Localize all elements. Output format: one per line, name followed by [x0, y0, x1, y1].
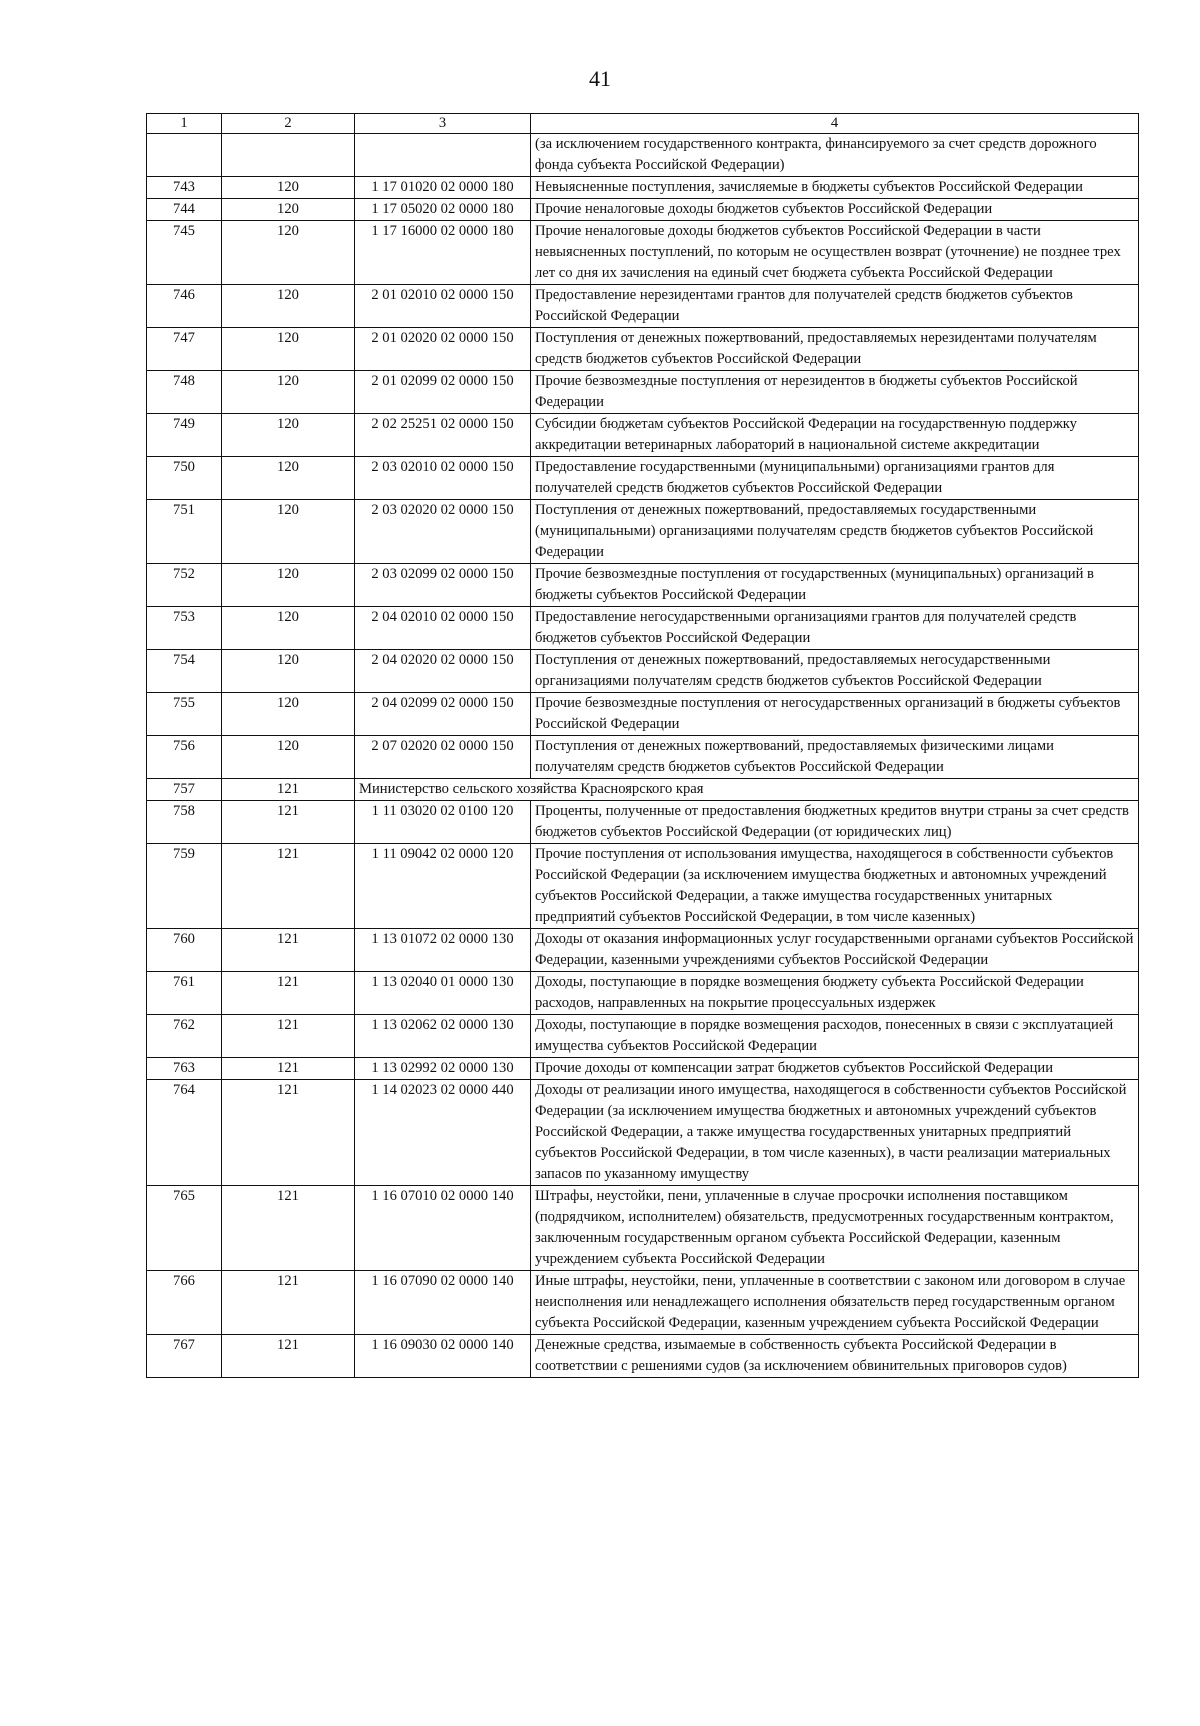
table-row	[147, 328, 1139, 371]
budget-code-cell: 1 16 07090 02 0000 140	[355, 1271, 531, 1335]
budget-code-cell: 2 01 02020 02 0000 150	[355, 328, 531, 371]
admin-code-cell: 121	[222, 801, 355, 844]
admin-code-cell: 120	[222, 564, 355, 607]
budget-code-cell: 1 17 16000 02 0000 180	[355, 221, 531, 285]
table-row	[147, 1058, 1139, 1080]
description-cell: Поступления от денежных пожертвований, предоставляемых негосударственными организациями получателям средств бюджетов субъектов Российской Федерации	[531, 650, 1139, 693]
budget-code-cell: 1 11 03020 02 0100 120	[355, 801, 531, 844]
table-row	[147, 457, 1139, 500]
description-cell: Предоставление негосударственными организациями грантов для получателей средств бюджетов субъектов Российской Федерации	[531, 607, 1139, 650]
budget-code-cell: 2 01 02010 02 0000 150	[355, 285, 531, 328]
description-cell: Предоставление государственными (муниципальными) организациями грантов для получателей средств бюджетов субъектов Российской Федерации	[531, 457, 1139, 500]
budget-code-cell: 2 07 02020 02 0000 150	[355, 736, 531, 779]
table-row	[147, 736, 1139, 779]
row-number-cell: 747	[147, 328, 222, 371]
description-cell: Проценты, полученные от предоставления бюджетных кредитов внутри страны за счет средств бюджетов субъектов Российской Федерации (от юридических лиц)	[531, 801, 1139, 844]
budget-code-cell: 1 11 09042 02 0000 120	[355, 844, 531, 929]
budget-code-cell: 1 13 02040 01 0000 130	[355, 972, 531, 1015]
budget-code-cell: 2 02 25251 02 0000 150	[355, 414, 531, 457]
admin-code-cell: 120	[222, 221, 355, 285]
table-row	[147, 199, 1139, 221]
admin-code-cell: 120	[222, 736, 355, 779]
budget-code-cell: 2 01 02099 02 0000 150	[355, 371, 531, 414]
admin-code-cell: 120	[222, 199, 355, 221]
table-row	[147, 650, 1139, 693]
row-number-cell: 751	[147, 500, 222, 564]
row-number-cell	[147, 134, 222, 177]
table-row	[147, 801, 1139, 844]
budget-code-cell: 1 16 09030 02 0000 140	[355, 1335, 531, 1378]
row-number-cell: 756	[147, 736, 222, 779]
admin-code-cell: 121	[222, 779, 355, 801]
description-cell: Прочие безвозмездные поступления от негосударственных организаций в бюджеты субъектов Российской Федерации	[531, 693, 1139, 736]
table-row	[147, 177, 1139, 199]
table-row	[147, 779, 1139, 801]
row-number-cell: 766	[147, 1271, 222, 1335]
description-cell: Прочие поступления от использования имущества, находящегося в собственности субъектов Российской Федерации (за исключением имущества бюджетных и автономных учреждений субъектов Российской Федерации, а также имущества государственных унитарных предприятий субъектов Российской Федерации, в том числе казенных)	[531, 844, 1139, 929]
admin-code-cell: 120	[222, 328, 355, 371]
row-number-cell: 748	[147, 371, 222, 414]
description-cell: Невыясненные поступления, зачисляемые в бюджеты субъектов Российской Федерации	[531, 177, 1139, 199]
description-cell: Поступления от денежных пожертвований, предоставляемых физическими лицами получателям средств бюджетов субъектов Российской Федерации	[531, 736, 1139, 779]
description-cell: Штрафы, неустойки, пени, уплаченные в случае просрочки исполнения поставщиком (подрядчиком, исполнителем) обязательств, предусмотренных государственным контрактом, заключенным государственным органом субъекта Российской Федерации, казенным учреждением субъекта Российской Федерации	[531, 1186, 1139, 1271]
table-row	[147, 929, 1139, 972]
table-row	[147, 414, 1139, 457]
header-col-1: 1	[147, 114, 222, 134]
description-cell: Доходы, поступающие в порядке возмещения бюджету субъекта Российской Федерации расходов, направленных на покрытие процессуальных издержек	[531, 972, 1139, 1015]
row-number-cell: 758	[147, 801, 222, 844]
budget-code-cell: 2 04 02010 02 0000 150	[355, 607, 531, 650]
table-row	[147, 371, 1139, 414]
header-col-3: 3	[355, 114, 531, 134]
admin-code-cell: 120	[222, 607, 355, 650]
budget-code-cell: 1 13 02062 02 0000 130	[355, 1015, 531, 1058]
admin-code-cell: 121	[222, 972, 355, 1015]
admin-code-cell: 121	[222, 929, 355, 972]
description-cell: Иные штрафы, неустойки, пени, уплаченные в соответствии с законом или договором в случае неисполнения или ненадлежащего исполнения обязательств перед государственным органом субъекта Российской Федерации, казенным учреждением субъекта Российской Федерации	[531, 1271, 1139, 1335]
admin-code-cell: 121	[222, 1058, 355, 1080]
row-number-cell: 762	[147, 1015, 222, 1058]
table-row	[147, 500, 1139, 564]
row-number-cell: 760	[147, 929, 222, 972]
row-number-cell: 753	[147, 607, 222, 650]
row-number-cell: 761	[147, 972, 222, 1015]
budget-code-cell: 2 04 02020 02 0000 150	[355, 650, 531, 693]
table-row	[147, 134, 1139, 177]
row-number-cell: 749	[147, 414, 222, 457]
row-number-cell: 746	[147, 285, 222, 328]
row-number-cell: 744	[147, 199, 222, 221]
admin-code-cell: 120	[222, 650, 355, 693]
admin-code-cell: 120	[222, 414, 355, 457]
budget-code-cell: 2 03 02020 02 0000 150	[355, 500, 531, 564]
budget-code-cell: 1 16 07010 02 0000 140	[355, 1186, 531, 1271]
description-cell: Прочие неналоговые доходы бюджетов субъектов Российской Федерации в части невыясненных поступлений, по которым не осуществлен возврат (уточнение) не позднее трех лет со дня их зачисления на единый счет бюджета субъекта Российской Федерации	[531, 221, 1139, 285]
description-cell: Прочие безвозмездные поступления от государственных (муниципальных) организаций в бюджеты субъектов Российской Федерации	[531, 564, 1139, 607]
budget-code-cell: 1 13 01072 02 0000 130	[355, 929, 531, 972]
row-number-cell: 767	[147, 1335, 222, 1378]
table-header-row	[147, 114, 1139, 134]
budget-code-cell: 1 17 01020 02 0000 180	[355, 177, 531, 199]
admin-code-cell: 121	[222, 1335, 355, 1378]
table-row	[147, 1080, 1139, 1186]
admin-code-cell: 121	[222, 844, 355, 929]
table-row	[147, 607, 1139, 650]
row-number-cell: 754	[147, 650, 222, 693]
admin-code-cell: 121	[222, 1271, 355, 1335]
table-row	[147, 844, 1139, 929]
description-cell: Поступления от денежных пожертвований, предоставляемых нерезидентами получателям средств бюджетов субъектов Российской Федерации	[531, 328, 1139, 371]
header-col-4: 4	[531, 114, 1139, 134]
description-cell: Прочие доходы от компенсации затрат бюджетов субъектов Российской Федерации	[531, 1058, 1139, 1080]
row-number-cell: 750	[147, 457, 222, 500]
admin-code-cell	[222, 134, 355, 177]
budget-code-cell: 1 13 02992 02 0000 130	[355, 1058, 531, 1080]
description-cell: Поступления от денежных пожертвований, предоставляемых государственными (муниципальными) организациями получателям средств бюджетов субъектов Российской Федерации	[531, 500, 1139, 564]
description-cell: Прочие безвозмездные поступления от нерезидентов в бюджеты субъектов Российской Федерации	[531, 371, 1139, 414]
table-row	[147, 1271, 1139, 1335]
budget-code-cell: 1 14 02023 02 0000 440	[355, 1080, 531, 1186]
row-number-cell: 764	[147, 1080, 222, 1186]
admin-code-cell: 120	[222, 500, 355, 564]
table-body	[147, 134, 1139, 1378]
table-row	[147, 972, 1139, 1015]
description-cell: (за исключением государственного контракта, финансируемого за счет средств дорожного фонда субъекта Российской Федерации)	[531, 134, 1139, 177]
admin-code-cell: 120	[222, 457, 355, 500]
description-cell: Предоставление нерезидентами грантов для получателей средств бюджетов субъектов Российской Федерации	[531, 285, 1139, 328]
row-number-cell: 752	[147, 564, 222, 607]
table-row	[147, 285, 1139, 328]
budget-code-cell	[355, 134, 531, 177]
admin-code-cell: 121	[222, 1186, 355, 1271]
description-cell: Доходы от оказания информационных услуг государственными органами субъектов Российской Федерации, казенными учреждениями субъектов Российской Федерации	[531, 929, 1139, 972]
department-name-cell: Министерство сельского хозяйства Красноярского края	[355, 779, 1139, 801]
table-row	[147, 693, 1139, 736]
row-number-cell: 755	[147, 693, 222, 736]
budget-code-cell: 2 03 02010 02 0000 150	[355, 457, 531, 500]
admin-code-cell: 121	[222, 1015, 355, 1058]
admin-code-cell: 121	[222, 1080, 355, 1186]
table-row	[147, 1335, 1139, 1378]
row-number-cell: 759	[147, 844, 222, 929]
budget-code-cell: 2 03 02099 02 0000 150	[355, 564, 531, 607]
admin-code-cell: 120	[222, 693, 355, 736]
row-number-cell: 765	[147, 1186, 222, 1271]
admin-code-cell: 120	[222, 285, 355, 328]
budget-code-cell: 1 17 05020 02 0000 180	[355, 199, 531, 221]
row-number-cell: 757	[147, 779, 222, 801]
description-cell: Доходы от реализации иного имущества, находящегося в собственности субъектов Российской Федерации (за исключением имущества бюджетных и автономных учреждений субъектов Российской Федерации, а также имущества государственных унитарных предприятий субъектов Российской Федерации, в том числе казенных), в части реализации материальных запасов по указанному имуществу	[531, 1080, 1139, 1186]
table-row	[147, 1186, 1139, 1271]
budget-code-cell: 2 04 02099 02 0000 150	[355, 693, 531, 736]
admin-code-cell: 120	[222, 371, 355, 414]
description-cell: Субсидии бюджетам субъектов Российской Федерации на государственную поддержку аккредитации ветеринарных лабораторий в национальной системе аккредитации	[531, 414, 1139, 457]
table-row	[147, 221, 1139, 285]
description-cell: Доходы, поступающие в порядке возмещения расходов, понесенных в связи с эксплуатацией имущества субъектов Российской Федерации	[531, 1015, 1139, 1058]
row-number-cell: 745	[147, 221, 222, 285]
description-cell: Денежные средства, изымаемые в собственность субъекта Российской Федерации в соответствии с решениями судов (за исключением обвинительных приговоров судов)	[531, 1335, 1139, 1378]
revenue-codes-table	[146, 113, 1139, 1378]
table-row	[147, 1015, 1139, 1058]
page-number: 41	[589, 66, 611, 91]
header-col-2: 2	[222, 114, 355, 134]
admin-code-cell: 120	[222, 177, 355, 199]
description-cell: Прочие неналоговые доходы бюджетов субъектов Российской Федерации	[531, 199, 1139, 221]
row-number-cell: 743	[147, 177, 222, 199]
table-row	[147, 564, 1139, 607]
row-number-cell: 763	[147, 1058, 222, 1080]
